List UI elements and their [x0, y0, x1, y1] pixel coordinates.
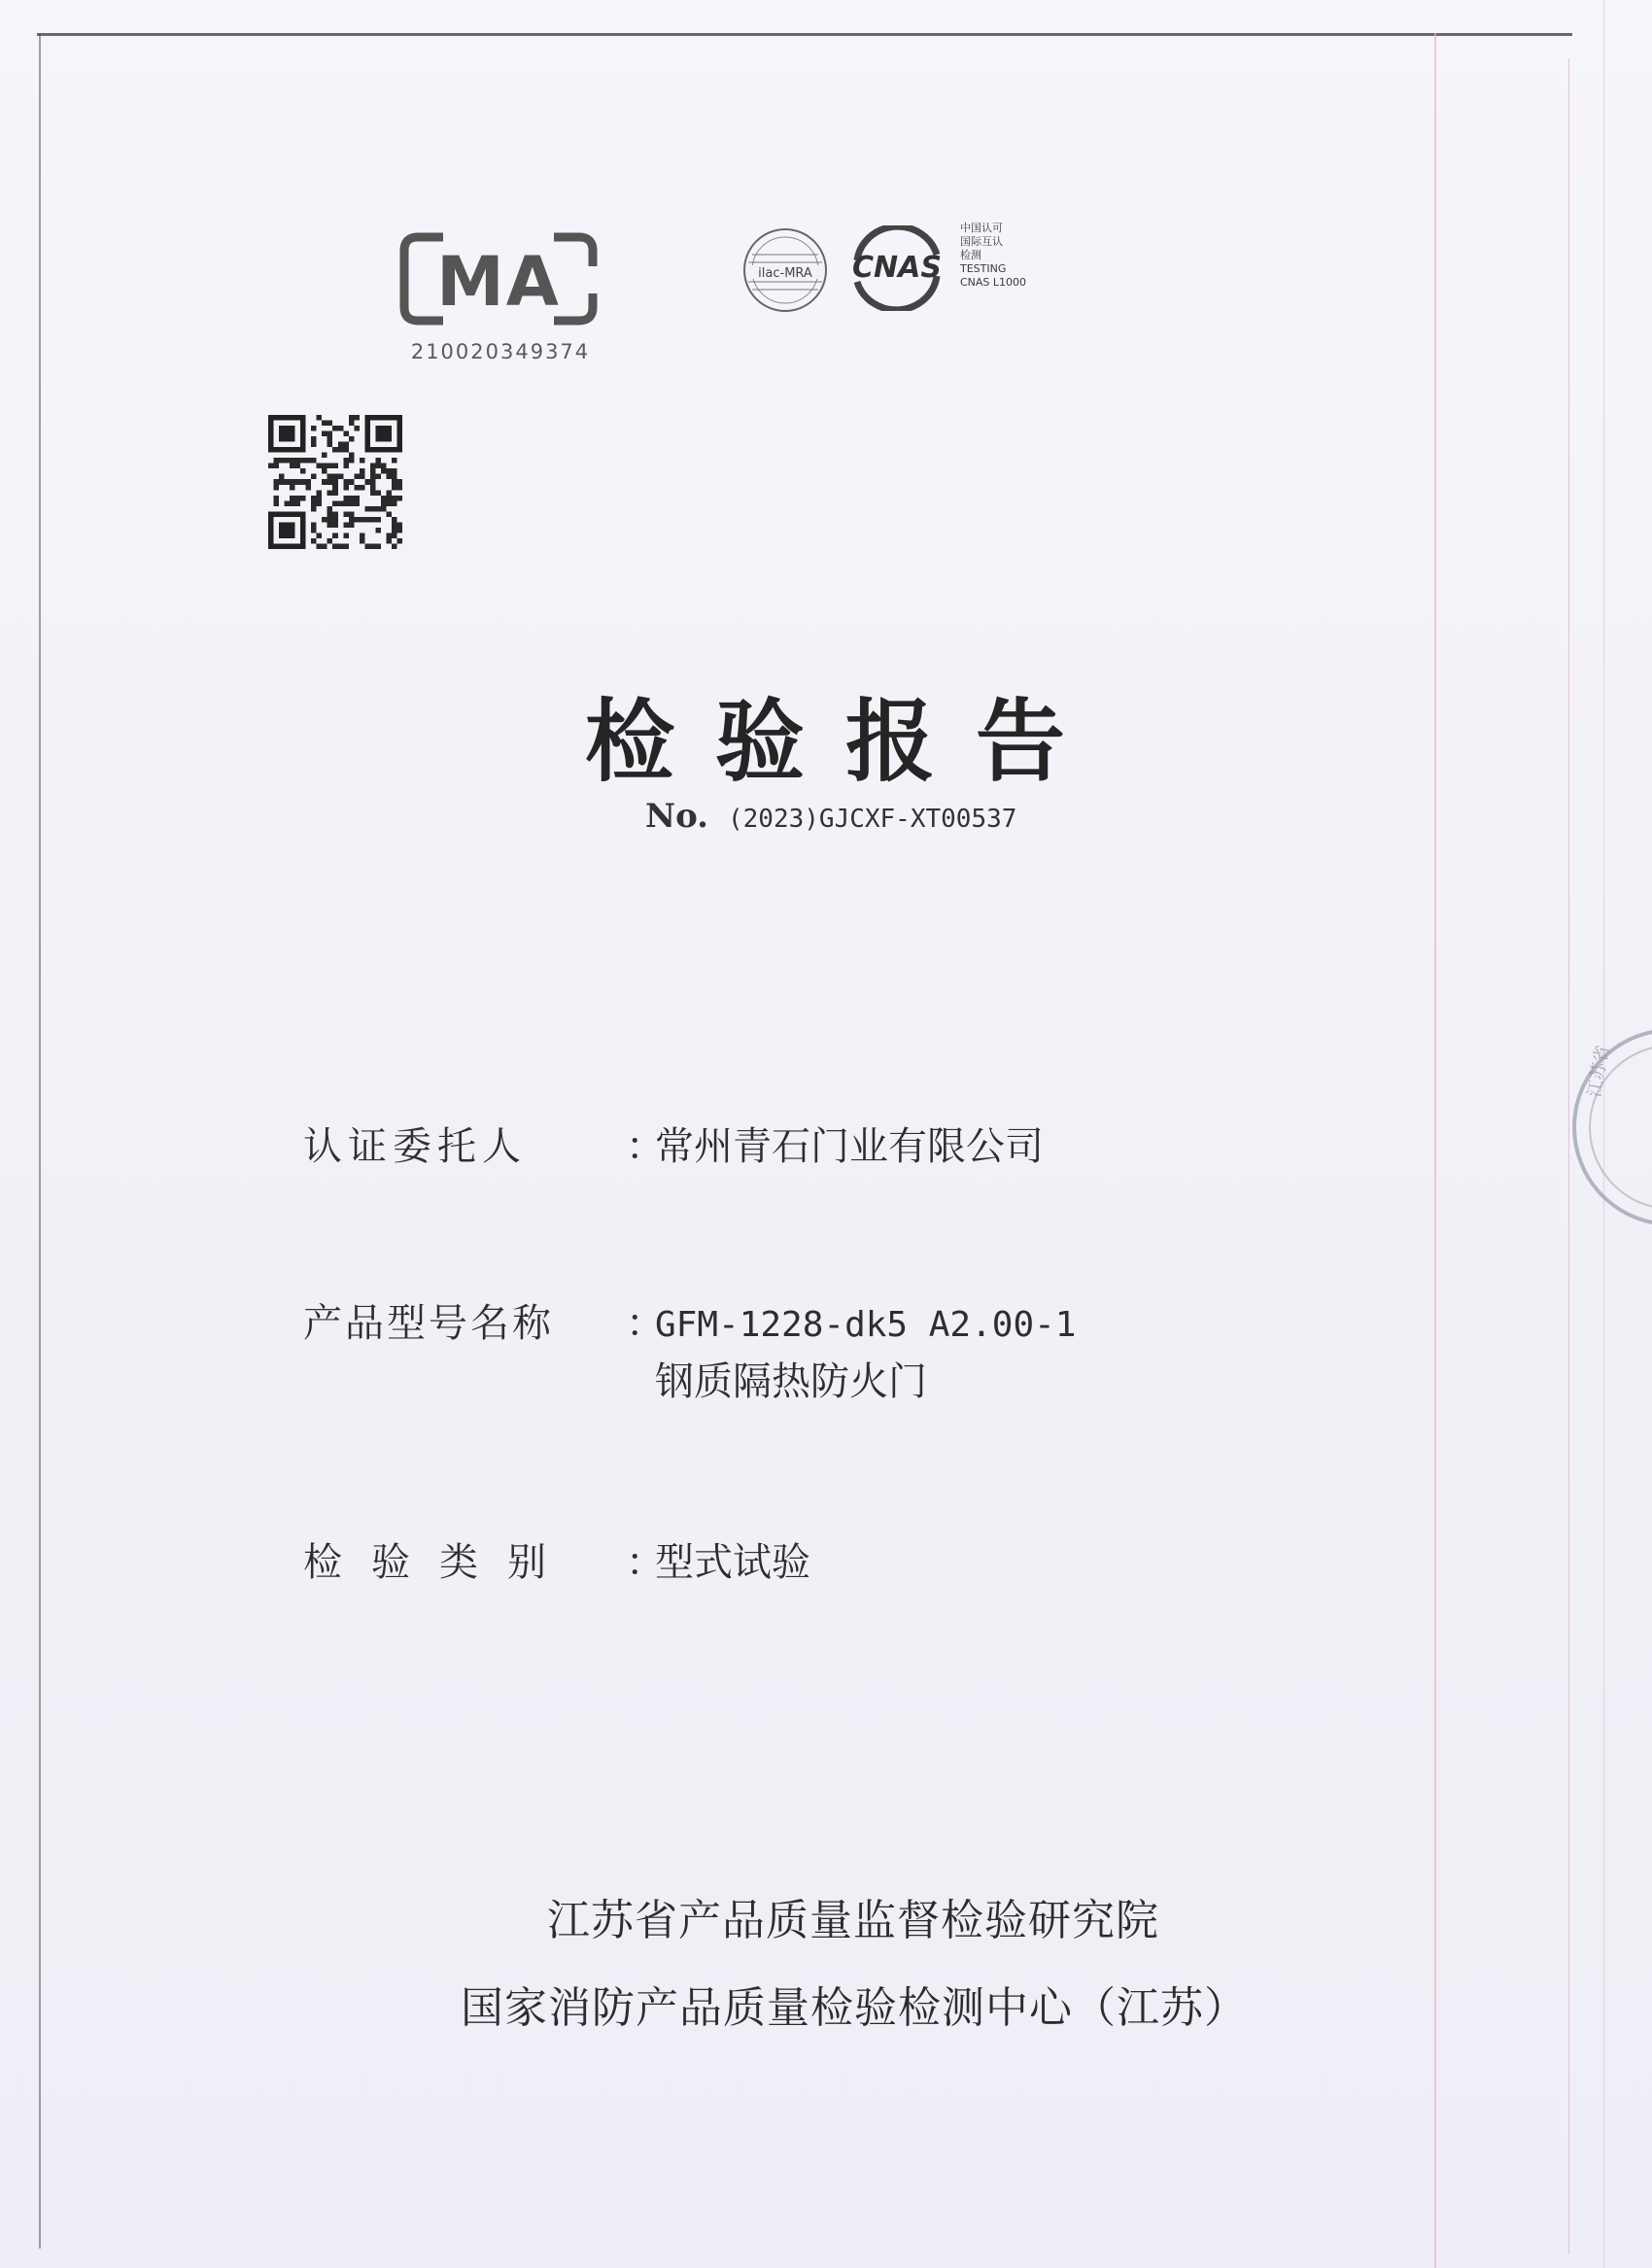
colon: ： — [626, 1540, 665, 1585]
cma-logo — [396, 225, 601, 332]
client-field — [303, 1116, 1044, 1171]
svg-text:ilac-MRA: ilac-MRA — [758, 266, 812, 281]
svg-text:CNAS: CNAS — [852, 251, 942, 285]
edge-seal-stamp — [1555, 1011, 1652, 1254]
colon: ： — [626, 1301, 665, 1346]
issuer-line-1: 江苏省产品质量监督检验研究院 — [547, 1896, 1159, 1945]
issuer-line-2: 国家消防产品质量检验检测中心（江苏） — [461, 1983, 1248, 2033]
report-number-label: No. — [645, 797, 708, 836]
qr-code[interactable] — [268, 414, 402, 550]
product-label: 产品型号名称 — [303, 1301, 554, 1346]
cma-number: 210020349374 — [410, 340, 591, 363]
client-label: 认证委托人 — [303, 1124, 527, 1169]
report-number — [645, 797, 1016, 836]
product-model: GFM-1228-dk5 A2.00-1 — [655, 1305, 1077, 1345]
cnas-side-text: 中国认可 国际互认 检测 TESTING CNAS L1000 — [960, 222, 1027, 289]
cnas-logo — [843, 225, 950, 311]
test-type-field — [303, 1531, 810, 1587]
product-field — [303, 1292, 1076, 1348]
test-type-value: 型式试验 — [655, 1540, 810, 1585]
ilac-mra-logo — [740, 225, 830, 315]
scan-border-top — [37, 33, 1572, 36]
colon: ： — [626, 1124, 665, 1169]
product-name: 钢质隔热防火门 — [655, 1359, 927, 1404]
client-value: 常州青石门业有限公司 — [655, 1124, 1044, 1169]
report-title: 检验报告 — [584, 689, 1106, 794]
report-number-value: (2023)GJCXF-XT00537 — [728, 805, 1017, 834]
test-type-label: 检验类别 — [303, 1540, 575, 1585]
svg-text:MA: MA — [436, 242, 561, 322]
svg-text:江苏省: 江苏省 — [1584, 1044, 1614, 1099]
